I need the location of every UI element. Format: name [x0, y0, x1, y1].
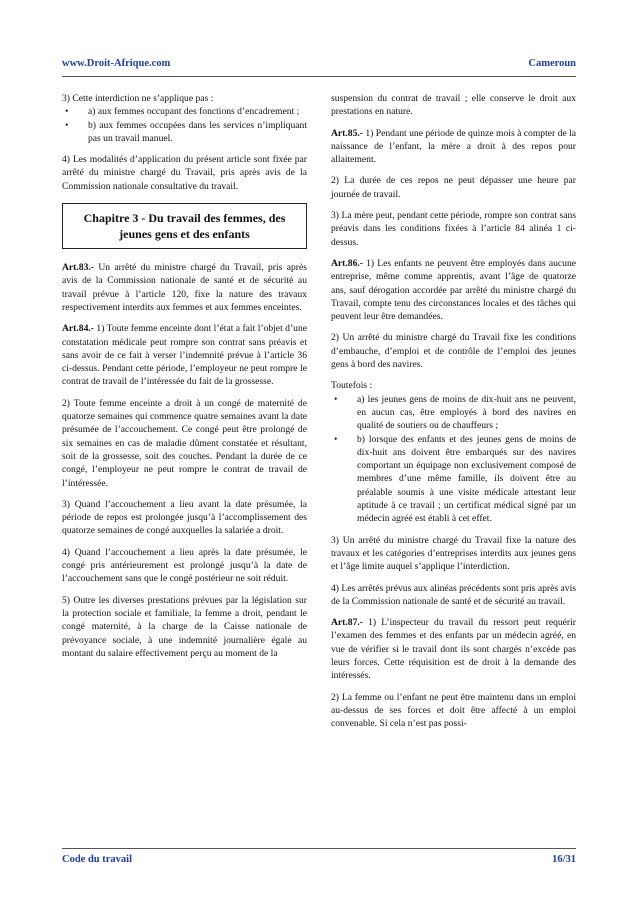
article-85: Art.85.- 1) Pendant une période de quinze mois à compter de la naissance de l’enfant, la mère a droit à des repos pour allaitement.: [331, 127, 576, 166]
paragraph: 3) La mère peut, pendant cette période, rompre son contrat sans préavis dans les conditions fixées à l’article 84 alinéa 1 ci-dessus.: [331, 210, 576, 248]
article-83: Art.83.- Un arrêté du ministre chargé du Travail, pris après avis de la Commission nationale de santé et de sécurité au travail prévue à l’article 120, fixe la nature des travaux respectivement interdits aux femmes et aux femmes enceintes.: [62, 262, 307, 313]
list-item: • b) lorsque des enfants et des jeunes gens de moins de dix-huit ans doivent être embarqués sur des navires comportant un équipage non exclusivement composé de membres d’une même famille, ils doivent être au préalable soumis à une visite médicale attestant leur aptitude à ce travail ; un certificat médical signé par un médecin agréé est établi à cet effet.: [334, 433, 576, 525]
bullet-icon: •: [65, 106, 69, 118]
right-column: [331, 92, 576, 738]
article-87: Art.87.- 1) L’inspecteur du travail du ressort peut requérir l’examen des femmes et des enfants par un médecin agréé, en vue de vérifier si le travail dont ils sont chargés n’excède pas leurs forces. Cette réquisition est de droit à la demande des intéressés.: [331, 617, 576, 682]
article-label: Art.83.-: [62, 262, 94, 274]
page-number: 16/31: [552, 854, 576, 865]
paragraph: 2) La durée de ces repos ne peut dépasser une heure par journée de travail.: [331, 175, 576, 200]
bullet-icon: •: [334, 433, 338, 445]
paragraph: 4) Les modalités d’application du présent article sont fixée par arrêté du ministre chargé du Travail, pris après avis de la Commission nationale consultative du travail.: [62, 154, 307, 192]
paragraph: 2) Toute femme enceinte a droit à un congé de maternité de quatorze semaines qui commence quatre semaines avant la date présumée de l’accouchement. Ce congé peut être prolongé de six semaines en cas de maladie dûment constatée et résultant, soit de la grossesse, soit des couches. Pendant la durée de ce congé, l’employeur ne peut rompre le contrat de travail de l’intéressée.: [62, 397, 307, 489]
article-84: Art.84.- 1) Toute femme enceinte dont l’état a fait l’objet d’une constatation médicale peut rompre son contrat sans préavis et sans avoir de ce fait à verser l’indemnité prévue à l’article 36 ci-dessus. Pendant cette période, l’employeur ne peut rompre le contrat de travail de l’intéressée du fait de la grossesse.: [62, 323, 307, 388]
chapter-heading: Chapitre 3 - Du travail des femmes, des jeunes gens et des enfants: [62, 203, 307, 249]
paragraph: 4) Les arrêtés prévus aux alinéas précédents sont pris après avis de la Commission nationale de santé et de sécurité au travail.: [331, 582, 576, 607]
site-link[interactable]: www.Droit-Afrique.com: [62, 58, 171, 69]
article-label: Art.86.-: [331, 257, 363, 269]
country-label: Cameroun: [528, 58, 576, 69]
paragraph: 5) Outre les diverses prestations prévues par la législation sur la protection sociale et familiale, la femme a droit, pendant le congé maternité, à la charge de la Caisse nationale de prévoyance sociale, à une indemnité journalière égale au montant du salaire effectivement perçu au moment de la: [62, 594, 307, 659]
list-item: • a) aux femmes occupant des fonctions d’encadrement ;: [65, 106, 300, 118]
paragraph: 2) Un arrêté du ministre chargé du Travail fixe les conditions d’embauche, d’emploi et de contrôle de l’emploi des jeunes gens à bord des navires.: [331, 332, 576, 371]
paragraph: suspension du contrat de travail ; elle conserve le droit aux prestations en nature.: [331, 93, 576, 118]
article-label: Art.85.-: [331, 127, 363, 139]
article-label: Art.84.-: [62, 323, 94, 335]
paragraph: 3) Quand l’accouchement a lieu avant la date présumée, la période de repos est prolongée jusqu’à l’accomplissement des quatorze semaines de congé auxquelles la salariée a droit.: [62, 498, 307, 537]
bullet-icon: •: [334, 393, 338, 405]
paragraph: 4) Quand l’accouchement a lieu après la date présumée, le congé pris antérieurement est prolongé jusqu’à la date de l’accouchement sans que le congé postérieur ne soit réduit.: [62, 546, 307, 585]
left-column: [62, 92, 307, 668]
bullet-list: [62, 105, 307, 145]
footer-rule: [62, 848, 576, 849]
list-item: • a) les jeunes gens de moins de dix-huit ans ne peuvent, en aucun cas, être employés à bord des navires en qualité de soutiers ou de chauffeurs ;: [334, 393, 576, 432]
bullet-icon: •: [65, 119, 69, 131]
paragraph: 3) Cette interdiction ne s’applique pas :: [62, 93, 214, 104]
bullet-list: [331, 393, 576, 526]
paragraph: 2) La femme ou l’enfant ne peut être maintenu dans un emploi au-dessus de ses forces et doit être affecté à un emploi convenable. Si cela n’est pas possi-: [331, 691, 576, 730]
page-footer: [62, 854, 576, 870]
paragraph: 3) Un arrêté du ministre chargé du Travail fixe la nature des travaux et les catégories d’entreprises interdits aux jeunes gens et l’âge limite auquel s’applique l’interdiction.: [331, 534, 576, 573]
document-title: Code du travail: [62, 854, 133, 865]
article-label: Art.87.-: [331, 617, 363, 629]
page-header: [62, 58, 576, 74]
paragraph: Toutefois :: [331, 380, 373, 392]
header-rule: [62, 76, 576, 77]
article-86: Art.86.- 1) Les enfants ne peuvent être employés dans aucune entreprise, même comme apprentis, avant l’âge de quatorze ans, sauf dérogation accordée par arrêté du ministre chargé du Travail, compte tenu des circonstances locales et des tâches qui peuvent leur être demandées.: [331, 257, 576, 323]
list-item: • b) aux femmes occupées dans les services n’impliquant pas un travail manuel.: [65, 119, 307, 144]
